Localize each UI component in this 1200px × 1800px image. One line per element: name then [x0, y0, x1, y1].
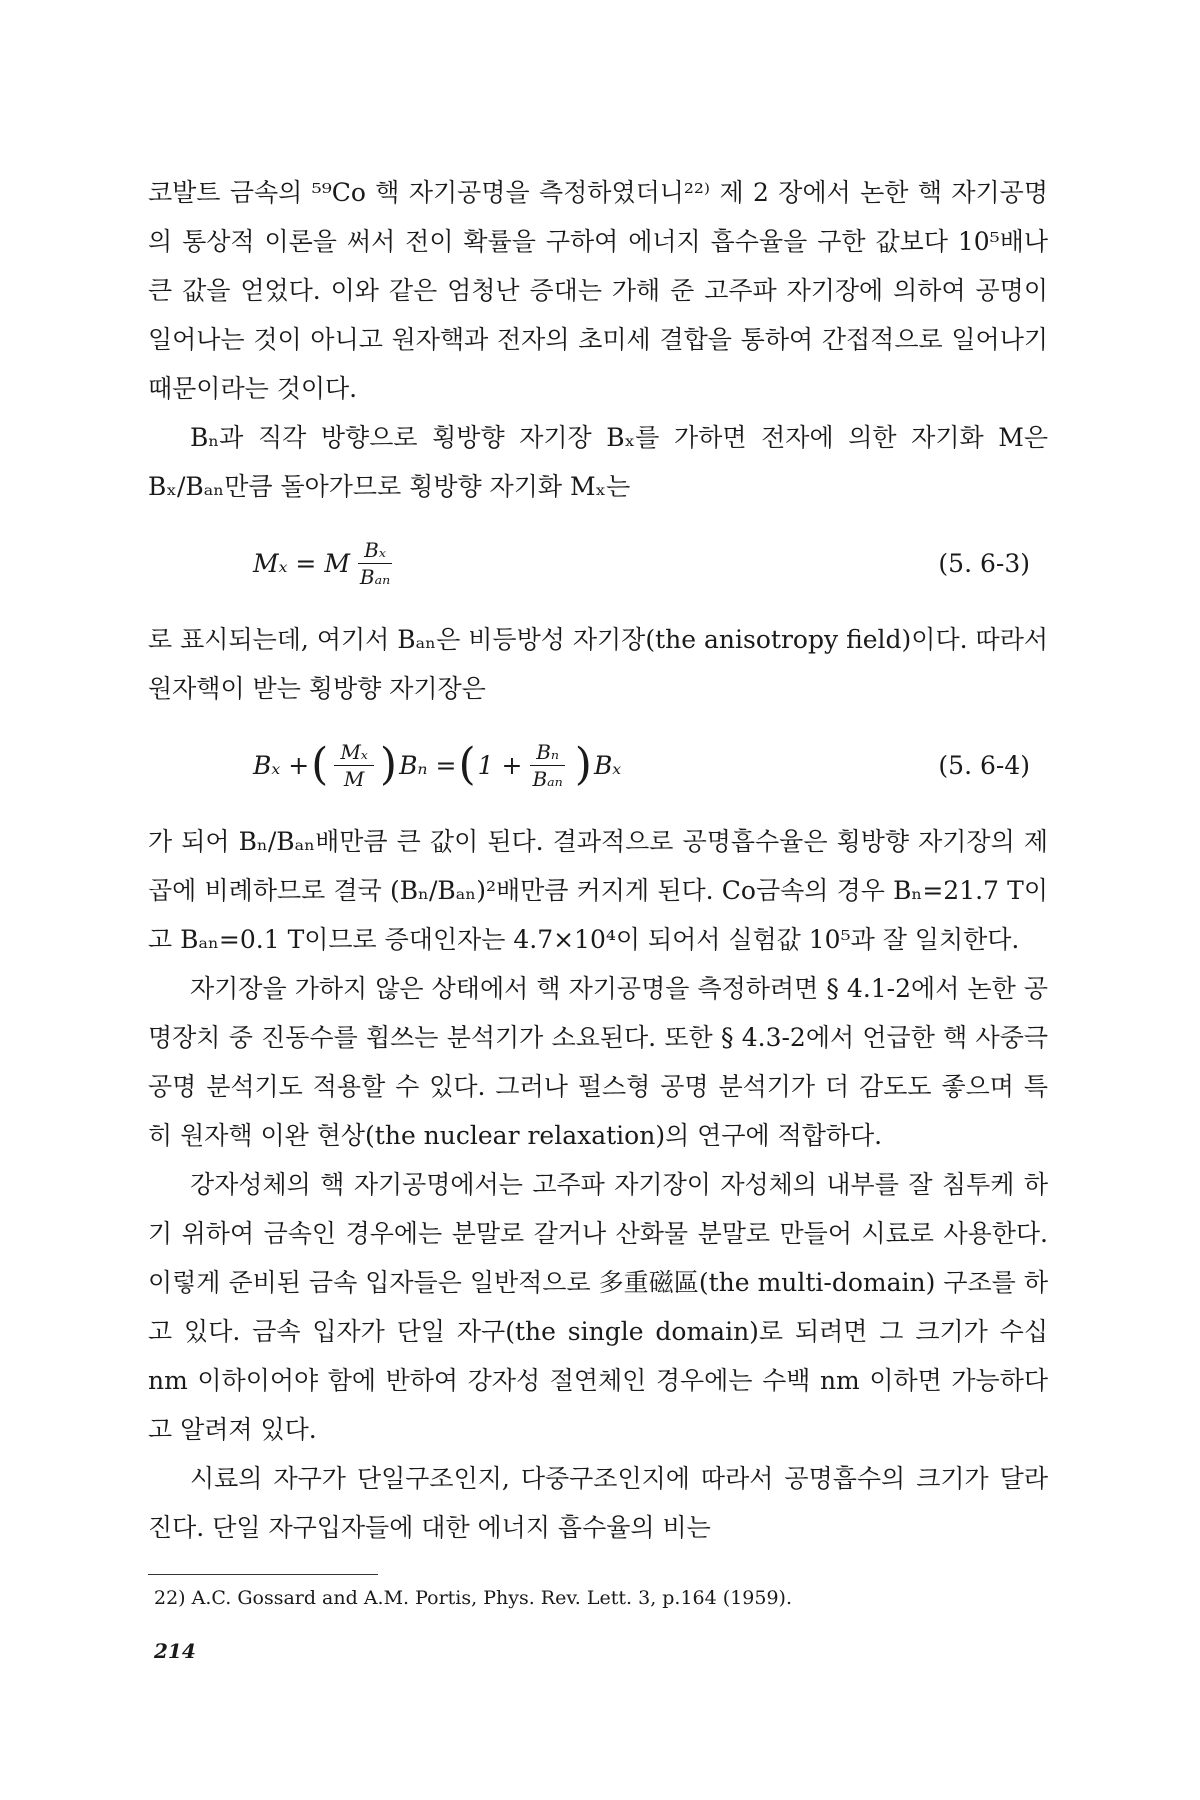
- eq2-frac1-numerator: Mₓ: [334, 739, 374, 766]
- equation-5-6-3: [148, 511, 1048, 615]
- eq1-fraction: [354, 537, 396, 590]
- page-body: [148, 168, 1048, 1663]
- eq2-mid: Bₙ =: [399, 750, 457, 780]
- equation-5-6-3-formula: [253, 511, 400, 615]
- eq2-frac1-denominator: M: [343, 766, 365, 791]
- equation-number: (5. 6-4): [938, 750, 1030, 780]
- eq2-one-plus: 1 +: [477, 750, 523, 780]
- paragraph-5: 자기장을 가하지 않은 상태에서 핵 자기공명을 측정하려면 § 4.1-2에서 논한 공명장치 중 진동수를 휩쓰는 분석기가 소요된다. 또한 § 4.3-2에서 언급한 핵 사중극 공명 분석기도 적용할 수 있다. 그러나 펄스형 공명 분석기가 더 감도도 좋으며 특히 원자핵 이완 현상(the nuclear relaxation)의 연구에 적합하다.: [148, 974, 1048, 1150]
- left-paren: (: [311, 739, 329, 790]
- eq1-denominator: Bₐₙ: [359, 564, 391, 589]
- eq1-numerator: Bₓ: [358, 537, 392, 564]
- paragraph-7: 시료의 자구가 단일구조인지, 다중구조인지에 따라서 공명흡수의 크기가 달라진다. 단일 자구입자들에 대한 에너지 흡수율의 비는: [148, 1464, 1048, 1542]
- footnote-divider: [148, 1574, 378, 1575]
- paragraph-1: 코발트 금속의 ⁵⁹Co 핵 자기공명을 측정하였더니²²⁾ 제 2 장에서 논한 핵 자기공명의 통상적 이론을 써서 전이 확률을 구하여 에너지 흡수율을 구한 값보다 10⁵배나 큰 값을 얻었다. 이와 같은 엄청난 증대는 가해 준 고주파 자기장에 의하여 공명이 일어나는 것이 아니고 원자핵과 전자의 초미세 결합을 통하여 간접적으로 일어나기 때문이라는 것이다.: [148, 178, 1048, 403]
- paragraph-2: Bₙ과 직각 방향으로 횡방향 자기장 Bₓ를 가하면 전자에 의한 자기화 M은 Bₓ/Bₐₙ만큼 돌아가므로 횡방향 자기화 Mₓ는: [148, 423, 1048, 501]
- paragraph-6: 강자성체의 핵 자기공명에서는 고주파 자기장이 자성체의 내부를 잘 침투케 하기 위하여 금속인 경우에는 분말로 갈거나 산화물 분말로 만들어 시료로 사용한다. 이렇게 준비된 금속 입자들은 일반적으로 多重磁區(the multi-domain) 구조를 하고 있다. 금속 입자가 단일 자구(the single domain)로 되려면 그 크기가 수십 nm 이하이어야 함에 반하여 강자성 절연체인 경우에는 수백 nm 이하면 가능하다고 알려져 있다.: [148, 1170, 1048, 1444]
- eq2-term1: Bₓ +: [253, 750, 310, 780]
- equation-5-6-4: [148, 713, 1048, 817]
- eq1-lhs: Mₓ = M: [253, 548, 350, 578]
- footnote: 22) A.C. Gossard and A.M. Portis, Phys. Rev. Lett. 3, p.164 (1959).: [154, 1587, 792, 1609]
- equation-5-6-4-formula: [253, 713, 621, 817]
- right-paren: ): [379, 739, 398, 790]
- eq2-tail: Bₓ: [593, 750, 622, 780]
- paragraph-4: 가 되어 Bₙ/Bₐₙ배만큼 큰 값이 된다. 결과적으로 공명흡수율은 횡방향 자기장의 제곱에 비례하므로 결국 (Bₙ/Bₐₙ)²배만큼 커지게 된다. Co금속의 경우 Bₙ=21.7 T이고 Bₐₙ=0.1 T이므로 증대인자는 4.7×10⁴이 되어서 실험값 10⁵과 잘 일치한다.: [148, 827, 1048, 954]
- eq2-frac2-denominator: Bₐₙ: [532, 766, 563, 791]
- equation-number: (5. 6-3): [938, 548, 1030, 578]
- left-paren: (: [458, 739, 476, 790]
- eq2-fraction-1: [334, 739, 374, 792]
- right-paren: ): [574, 739, 592, 790]
- page-number: 214: [154, 1639, 196, 1663]
- eq2-fraction-2: [526, 739, 568, 792]
- eq2-frac2-numerator: Bₙ: [530, 739, 565, 766]
- paragraph-3: 로 표시되는데, 여기서 Bₐₙ은 비등방성 자기장(the anisotropy field)이다. 따라서 원자핵이 받는 횡방향 자기장은: [148, 625, 1048, 703]
